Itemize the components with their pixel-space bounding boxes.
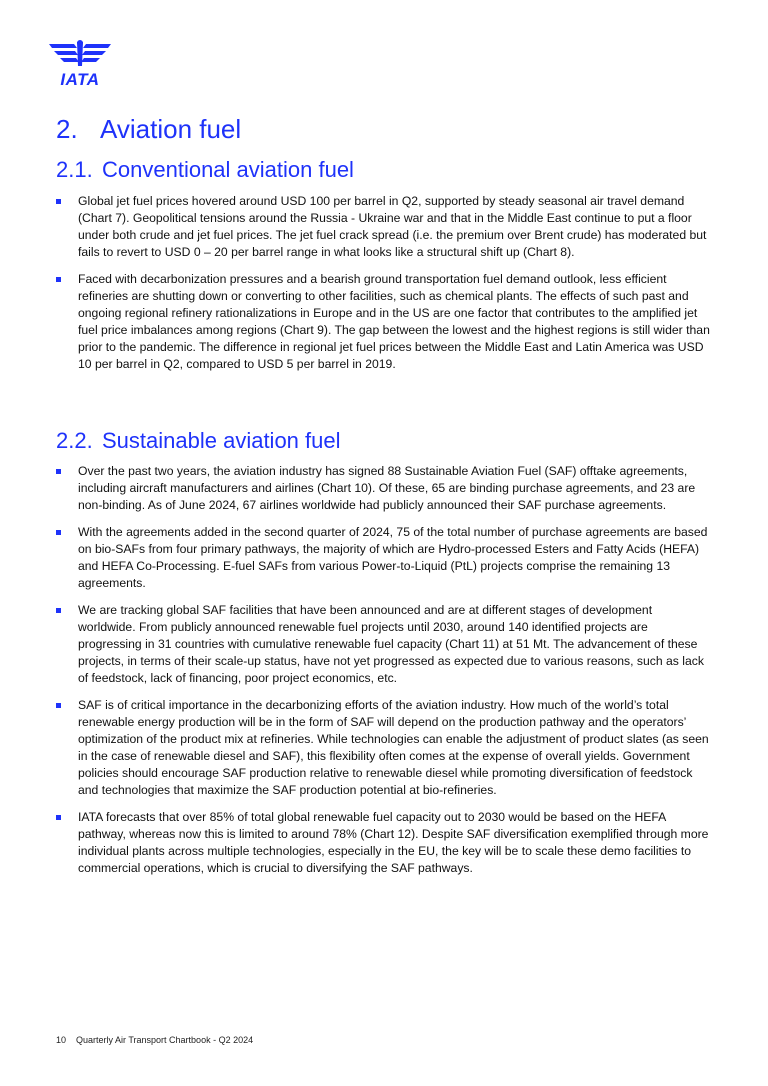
subsection-heading bbox=[56, 428, 341, 454]
iata-wings-icon bbox=[48, 40, 112, 72]
paragraph: Over the past two years, the aviation industry has signed 88 Sustainable Aviation Fuel (SAF) offtake agreements, including aircraft manufacturers and airlines (Chart 10). Of these, 65 are binding purchase agreements, and 23 are non-binding. As of June 2024, 67 airlines worldwide had publicly announced their SAF purchase agreements. bbox=[78, 464, 696, 512]
paragraph: We are tracking global SAF facilities that have been announced and are at different stages of development worldwide. From publicly announced renewable fuel projects until 2030, around 140 identified projects are progressing in 31 countries with cumulative renewable fuel capacity (Chart 11) at 51 Mt. The advancement of these projects, in terms of their scale-up status, have not yet progressed as expected due to various reasons, such as lack of feedstock, lack of financing, poor project economics, etc. bbox=[78, 603, 704, 685]
iata-logo bbox=[48, 40, 112, 90]
list-item bbox=[56, 697, 712, 799]
paragraph: SAF is of critical importance in the decarbonizing efforts of the aviation industry. How much of the world’s total renewable energy production will be in the form of SAF will depend on the production pathway and the operators’ optimization of the product mix at refineries. While technologies can enable the adjustment of product slates (as seen in the case of renewable diesel and SAF), this flexibility often comes at the expense of overall yields. Government policies should encourage SAF production relative to renewable diesel while promoting diversification of feedstock and technologies that maximize the SAF production potential at bio-refineries. bbox=[78, 698, 709, 797]
subsection-title: Conventional aviation fuel bbox=[102, 157, 354, 182]
list-item bbox=[56, 809, 712, 877]
section-number: 2. bbox=[56, 114, 78, 144]
conventional-fuel-list bbox=[56, 193, 712, 383]
bullet-marker bbox=[56, 815, 61, 820]
bullet-marker bbox=[56, 199, 61, 204]
paragraph: With the agreements added in the second quarter of 2024, 75 of the total number of purchase agreements are based on bio-SAFs from four primary pathways, the majority of which are Hydro-processed Esters and Fatty Acids (HEFA) and HEFA Co-Processing. E-fuel SAFs from various Power-to-Liquid (PtL) projects comprise the remaining 13 agreements. bbox=[78, 525, 708, 590]
paragraph: Faced with decarbonization pressures and a bearish ground transportation fuel demand outlook, less efficient refineries are shutting down or converting to other facilities, such as chemical plants. The effects of such past and ongoing regional refinery rationalizations in Europe and in the US are one factor that contributes to the amplified jet fuel price imbalances among regions (Chart 9). The gap between the lowest and the highest regions is still wider than prior to the pandemic. The difference in regional jet fuel prices between the Middle East and Latin America was USD 10 per barrel in Q2, compared to USD 5 per barrel in 2019. bbox=[78, 272, 710, 371]
bullet-marker bbox=[56, 277, 61, 282]
bullet-marker bbox=[56, 469, 61, 474]
subsection-heading bbox=[56, 157, 354, 183]
list-item bbox=[56, 602, 712, 687]
subsection-title: Sustainable aviation fuel bbox=[102, 428, 341, 453]
page-footer bbox=[56, 1035, 253, 1045]
bullet-marker bbox=[56, 608, 61, 613]
subsection-number: 2.1. bbox=[56, 157, 93, 182]
sustainable-fuel-list bbox=[56, 463, 712, 887]
paragraph: Global jet fuel prices hovered around USD 100 per barrel in Q2, supported by steady seasonal air travel demand (Chart 7). Geopolitical tensions around the Russia - Ukraine war and that in the Middle East continue to put a floor under both crude and jet fuel prices. The jet fuel crack spread (i.e. the premium over Brent crude) has moderated but fails to revert to USD 0 – 20 per barrel range in what looks like a structural shift up (Chart 8). bbox=[78, 194, 707, 259]
list-item bbox=[56, 463, 712, 514]
paragraph: IATA forecasts that over 85% of total global renewable fuel capacity out to 2030 would be based on the HEFA pathway, whereas now this is limited to around 78% (Chart 12). Despite SAF diversification exemplified through more individual plants across multiple technologies, especially in the EU, the key will be to scale these demo facilities to commercial operations, which is crucial to diversifying the SAF pathways. bbox=[78, 810, 709, 875]
bullet-marker bbox=[56, 703, 61, 708]
subsection-number: 2.2. bbox=[56, 428, 93, 453]
section-heading bbox=[56, 114, 241, 145]
page-number: 10 bbox=[56, 1035, 67, 1045]
publication-title: Quarterly Air Transport Chartbook - Q2 2024 bbox=[76, 1035, 254, 1045]
logo-text: IATA bbox=[60, 70, 100, 89]
section-title: Aviation fuel bbox=[100, 114, 242, 144]
list-item bbox=[56, 271, 712, 373]
list-item bbox=[56, 193, 712, 261]
list-item bbox=[56, 524, 712, 592]
bullet-marker bbox=[56, 530, 61, 535]
